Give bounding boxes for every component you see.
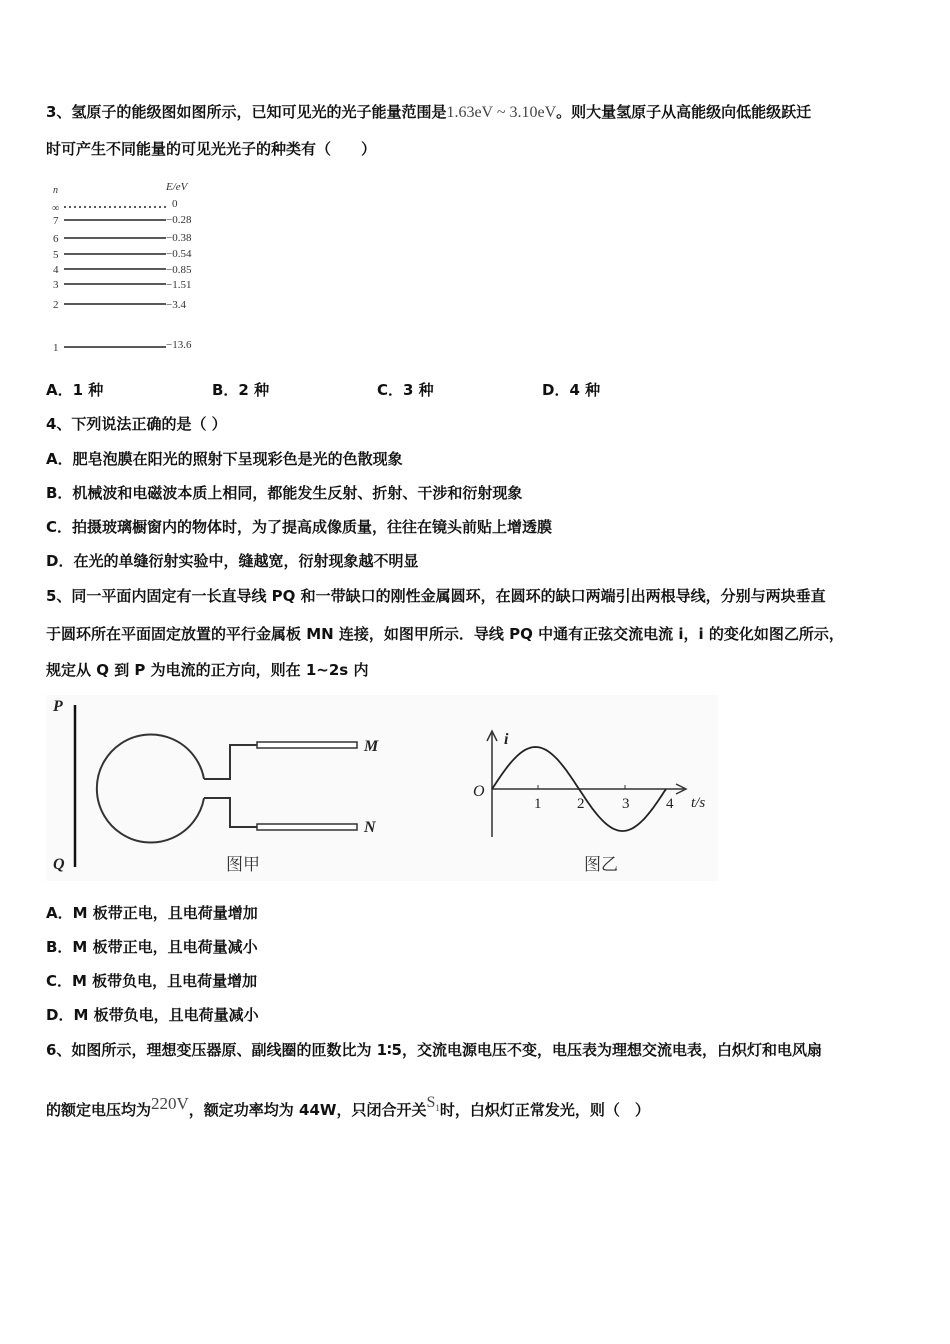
level-energy-label: −0.38 [166, 232, 192, 244]
tick-label-3: 3 [622, 796, 630, 812]
q6-voltage: 220V [151, 1094, 189, 1113]
level-n-label: 1 [53, 342, 59, 354]
q3-line-1 [46, 102, 811, 123]
q6-text-a: 的额定电压均为 [46, 1101, 152, 1119]
level-energy-label: −13.6 [166, 339, 192, 351]
energy-level-diagram [48, 176, 218, 362]
label-t: t/s [691, 795, 706, 811]
level-energy-label: −1.51 [166, 279, 192, 291]
q6-line-2 [46, 1094, 650, 1126]
level-n-label: 5 [53, 249, 59, 261]
level-n-label: 4 [53, 264, 59, 276]
q3-option-b[interactable]: B．2 种 [212, 381, 270, 399]
q4-option-c[interactable]: C．拍摄玻璃橱窗内的物体时，为了提高成像质量，往往在镜头前贴上增透膜 [46, 518, 553, 536]
label-m: M [364, 738, 379, 755]
label-p: P [53, 698, 63, 715]
n-axis-label: n [53, 185, 58, 196]
level-n-label: 3 [53, 279, 59, 291]
level-n-label: 2 [53, 299, 59, 311]
level-energy-label: −0.28 [166, 214, 192, 226]
q6-line-1: 6、如图所示，理想变压器原、副线圈的匝数比为 1∶5，交流电源电压不变，电压表为理想交流电表，白炽灯和电风扇 [46, 1041, 822, 1059]
q6-text-c: 时，白炽灯正常发光，则（ ） [439, 1101, 650, 1119]
q3-option-d[interactable]: D．4 种 [542, 381, 601, 399]
q3-energy-range: 1.63eV ~ 3.10eV [446, 104, 557, 121]
q3-line-2: 时可产生不同能量的可见光光子的种类有（ ） [46, 140, 377, 158]
tick-label-4: 4 [666, 796, 674, 812]
figure-background [46, 695, 718, 881]
q6-switch: $S_1$ [426, 1094, 440, 1114]
q5-option-b[interactable]: B．M 板带正电，且电荷量减小 [46, 938, 258, 956]
level-energy-label: −0.85 [166, 264, 192, 276]
level-n-label: ∞ [52, 203, 60, 214]
q5-figure [46, 695, 718, 881]
label-i: i [504, 731, 509, 748]
q3-option-a[interactable]: A．1 种 [46, 381, 104, 399]
q5-line-1: 5、同一平面内固定有一长直导线 PQ 和一带缺口的刚性金属圆环，在圆环的缺口两端引出两根导线，分别与两块垂直 [46, 587, 826, 605]
q4-option-a[interactable]: A．肥皂泡膜在阳光的照射下呈现彩色是光的色散现象 [46, 450, 403, 468]
q4-option-b[interactable]: B．机械波和电磁波本质上相同，都能发生反射、折射、干涉和衍射现象 [46, 484, 523, 502]
level-energy-label: −0.54 [166, 248, 192, 260]
q5-option-a[interactable]: A．M 板带正电，且电荷量增加 [46, 904, 258, 922]
plate-m [257, 742, 357, 748]
energy-axis-label: E/eV [166, 181, 188, 193]
q5-line-3: 规定从 Q 到 P 为电流的正方向，则在 1~2s 内 [46, 661, 369, 679]
q3-text-b: 。则大量氢原子从高能级向低能级跃迁 [556, 103, 812, 121]
q4-option-d[interactable]: D．在光的单缝衍射实验中，缝越宽，衍射现象越不明显 [46, 552, 419, 570]
level-energy-label: −3.4 [166, 299, 186, 311]
tick-label-1: 1 [534, 796, 542, 812]
label-o: O [473, 783, 485, 800]
q5-option-c[interactable]: C．M 板带负电，且电荷量增加 [46, 972, 258, 990]
q3-option-c[interactable]: C．3 种 [377, 381, 434, 399]
q5-option-d[interactable]: D．M 板带负电，且电荷量减小 [46, 1006, 259, 1024]
q6-text-b: ，额定功率均为 44W，只闭合开关 [188, 1101, 427, 1119]
tick-label-2: 2 [577, 796, 585, 812]
q4-stem: 4、下列说法正确的是（ ） [46, 415, 227, 433]
caption-figure-b: 图乙 [584, 855, 618, 874]
label-n: N [364, 819, 376, 836]
label-q: Q [53, 856, 65, 873]
level-n-label: 7 [53, 215, 59, 227]
caption-figure-a: 图甲 [226, 855, 260, 874]
level-n-label: 6 [53, 233, 59, 245]
plate-n [257, 824, 357, 830]
level-energy-label: 0 [172, 198, 178, 210]
q5-line-2: 于圆环所在平面固定放置的平行金属板 MN 连接，如图甲所示．导线 PQ 中通有正弦交流电流 i，i 的变化如图乙所示， [46, 625, 844, 643]
q3-text-a: 3、氢原子的能级图如图所示，已知可见光的光子能量范围是 [46, 103, 447, 121]
